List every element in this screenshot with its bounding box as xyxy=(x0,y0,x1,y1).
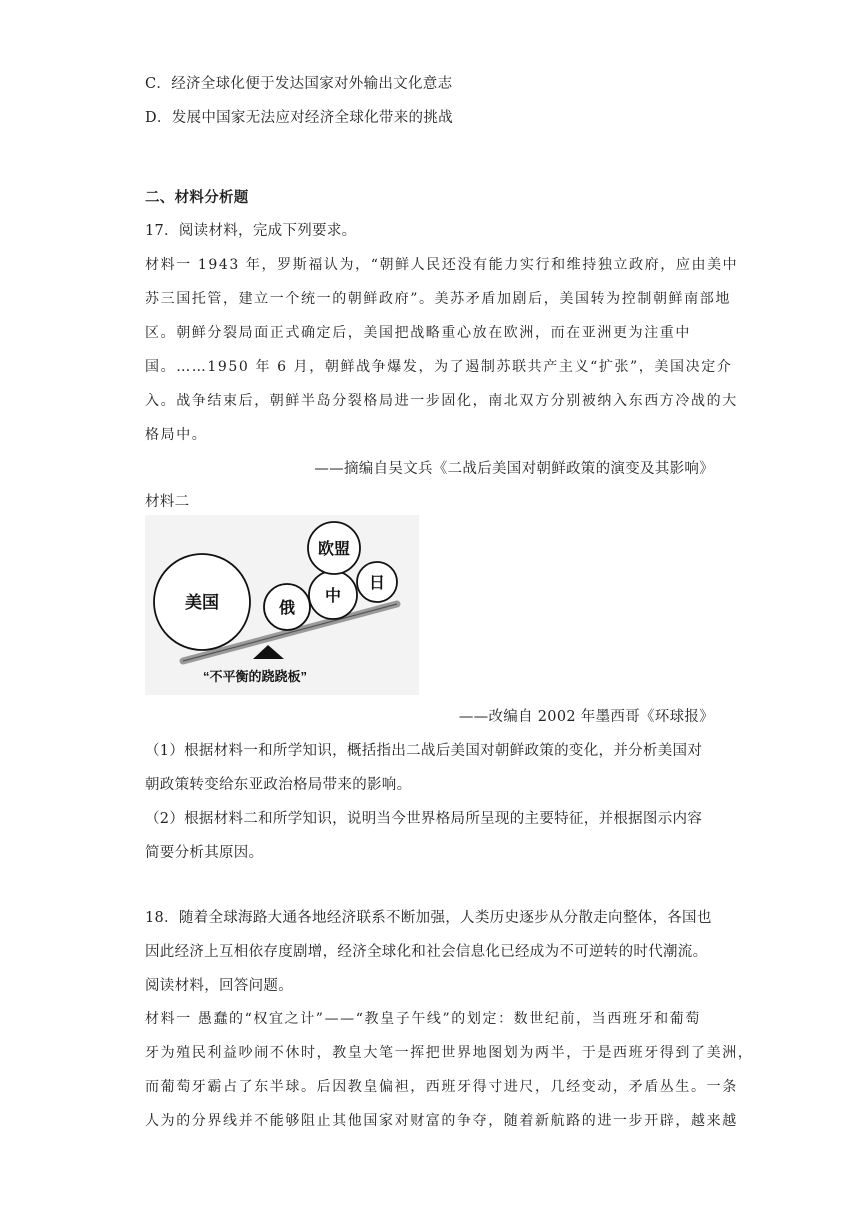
q17-sub1-line: （1）根据材料一和所学知识，概括指出二战后美国对朝鲜政策的变化，并分析美国对 xyxy=(145,743,703,759)
q17-sub2-line: （2）根据材料二和所学知识，说明当今世界格局所呈现的主要特征，并根据图示内容 xyxy=(145,811,703,827)
q17-material1-line: 入。战争结束后，朝鲜半岛分裂格局进一步固化，南北双方分别被纳入东西方冷战的大 xyxy=(145,393,738,409)
label-china: 中 xyxy=(324,588,342,605)
q18-material1-line: 人为的分界线并不能够阻止其他国家对财富的争夺，随着新航路的进一步开辟，越来越 xyxy=(145,1113,738,1129)
figure-caption: “不平衡的跷跷板” xyxy=(202,669,308,684)
q17-material1-line: 国。……1950 年 6 月，朝鲜战争爆发，为了遏制苏联共产主义“扩张”，美国决定介 xyxy=(145,359,733,375)
q17-material1-line: 格局中。 xyxy=(145,427,208,443)
q18-intro-line: 因此经济上互相依存度剧增，经济全球化和社会信息化已经成为不可逆转的时代潮流。 xyxy=(145,944,708,960)
q18-material1-line: 牙为殖民利益吵闹不休时，教皇大笔一挥把世界地图划为两半，于是西班牙得到了美洲， xyxy=(145,1045,754,1061)
seesaw-figure xyxy=(145,515,419,695)
q18-material1-line: 材料一 愚蠢的“权宜之计”——“教皇子午线”的划定：数世纪前，当西班牙和葡萄 xyxy=(145,1011,701,1027)
option-c: C．经济全球化便于发达国家对外输出文化意志 xyxy=(145,76,453,92)
label-eu: 欧盟 xyxy=(317,541,351,558)
q17-material1-line: 材料一 1943 年，罗斯福认为，“朝鲜人民还没有能力实行和维持独立政府，应由美中 xyxy=(145,257,739,273)
q17-source1: ——摘编自吴文兵《二战后美国对朝鲜政策的演变及其影响》 xyxy=(314,461,714,477)
q17-sub2-line: 简要分析其原因。 xyxy=(145,845,264,861)
q17-material1-line: 苏三国托管，建立一个统一的朝鲜政府”。美苏矛盾加剧后，美国转为控制朝鲜南部地 xyxy=(145,291,731,307)
section-heading: 二、材料分析题 xyxy=(145,189,249,206)
label-usa: 美国 xyxy=(185,593,219,612)
q18-material1-line: 而葡萄牙霸占了东半球。后因教皇偏袒，西班牙得寸进尺，几经变动，矛盾丛生。一条 xyxy=(145,1079,738,1095)
q17-sub1-line: 朝政策转变给东亚政治格局带来的影响。 xyxy=(145,777,412,793)
q17-source2: ——改编自 2002 年墨西哥《环球报》 xyxy=(458,709,714,725)
q18-intro-line: 18．随着全球海路大通各地经济联系不断加强，人类历史逐步从分散走向整体，各国也 xyxy=(145,910,712,926)
q17-material1-line: 区。朝鲜分裂局面正式确定后，美国把战略重心放在欧洲，而在亚洲更为注重中 xyxy=(145,325,691,341)
label-japan: 日 xyxy=(368,575,386,592)
q18-intro-line: 阅读材料，回答问题。 xyxy=(145,978,293,994)
q17-intro: 17．阅读材料，完成下列要求。 xyxy=(145,223,357,239)
option-d: D．发展中国家无法应对经济全球化带来的挑战 xyxy=(145,110,453,126)
q17-material2-label: 材料二 xyxy=(145,494,190,510)
label-russia: 俄 xyxy=(278,600,296,617)
